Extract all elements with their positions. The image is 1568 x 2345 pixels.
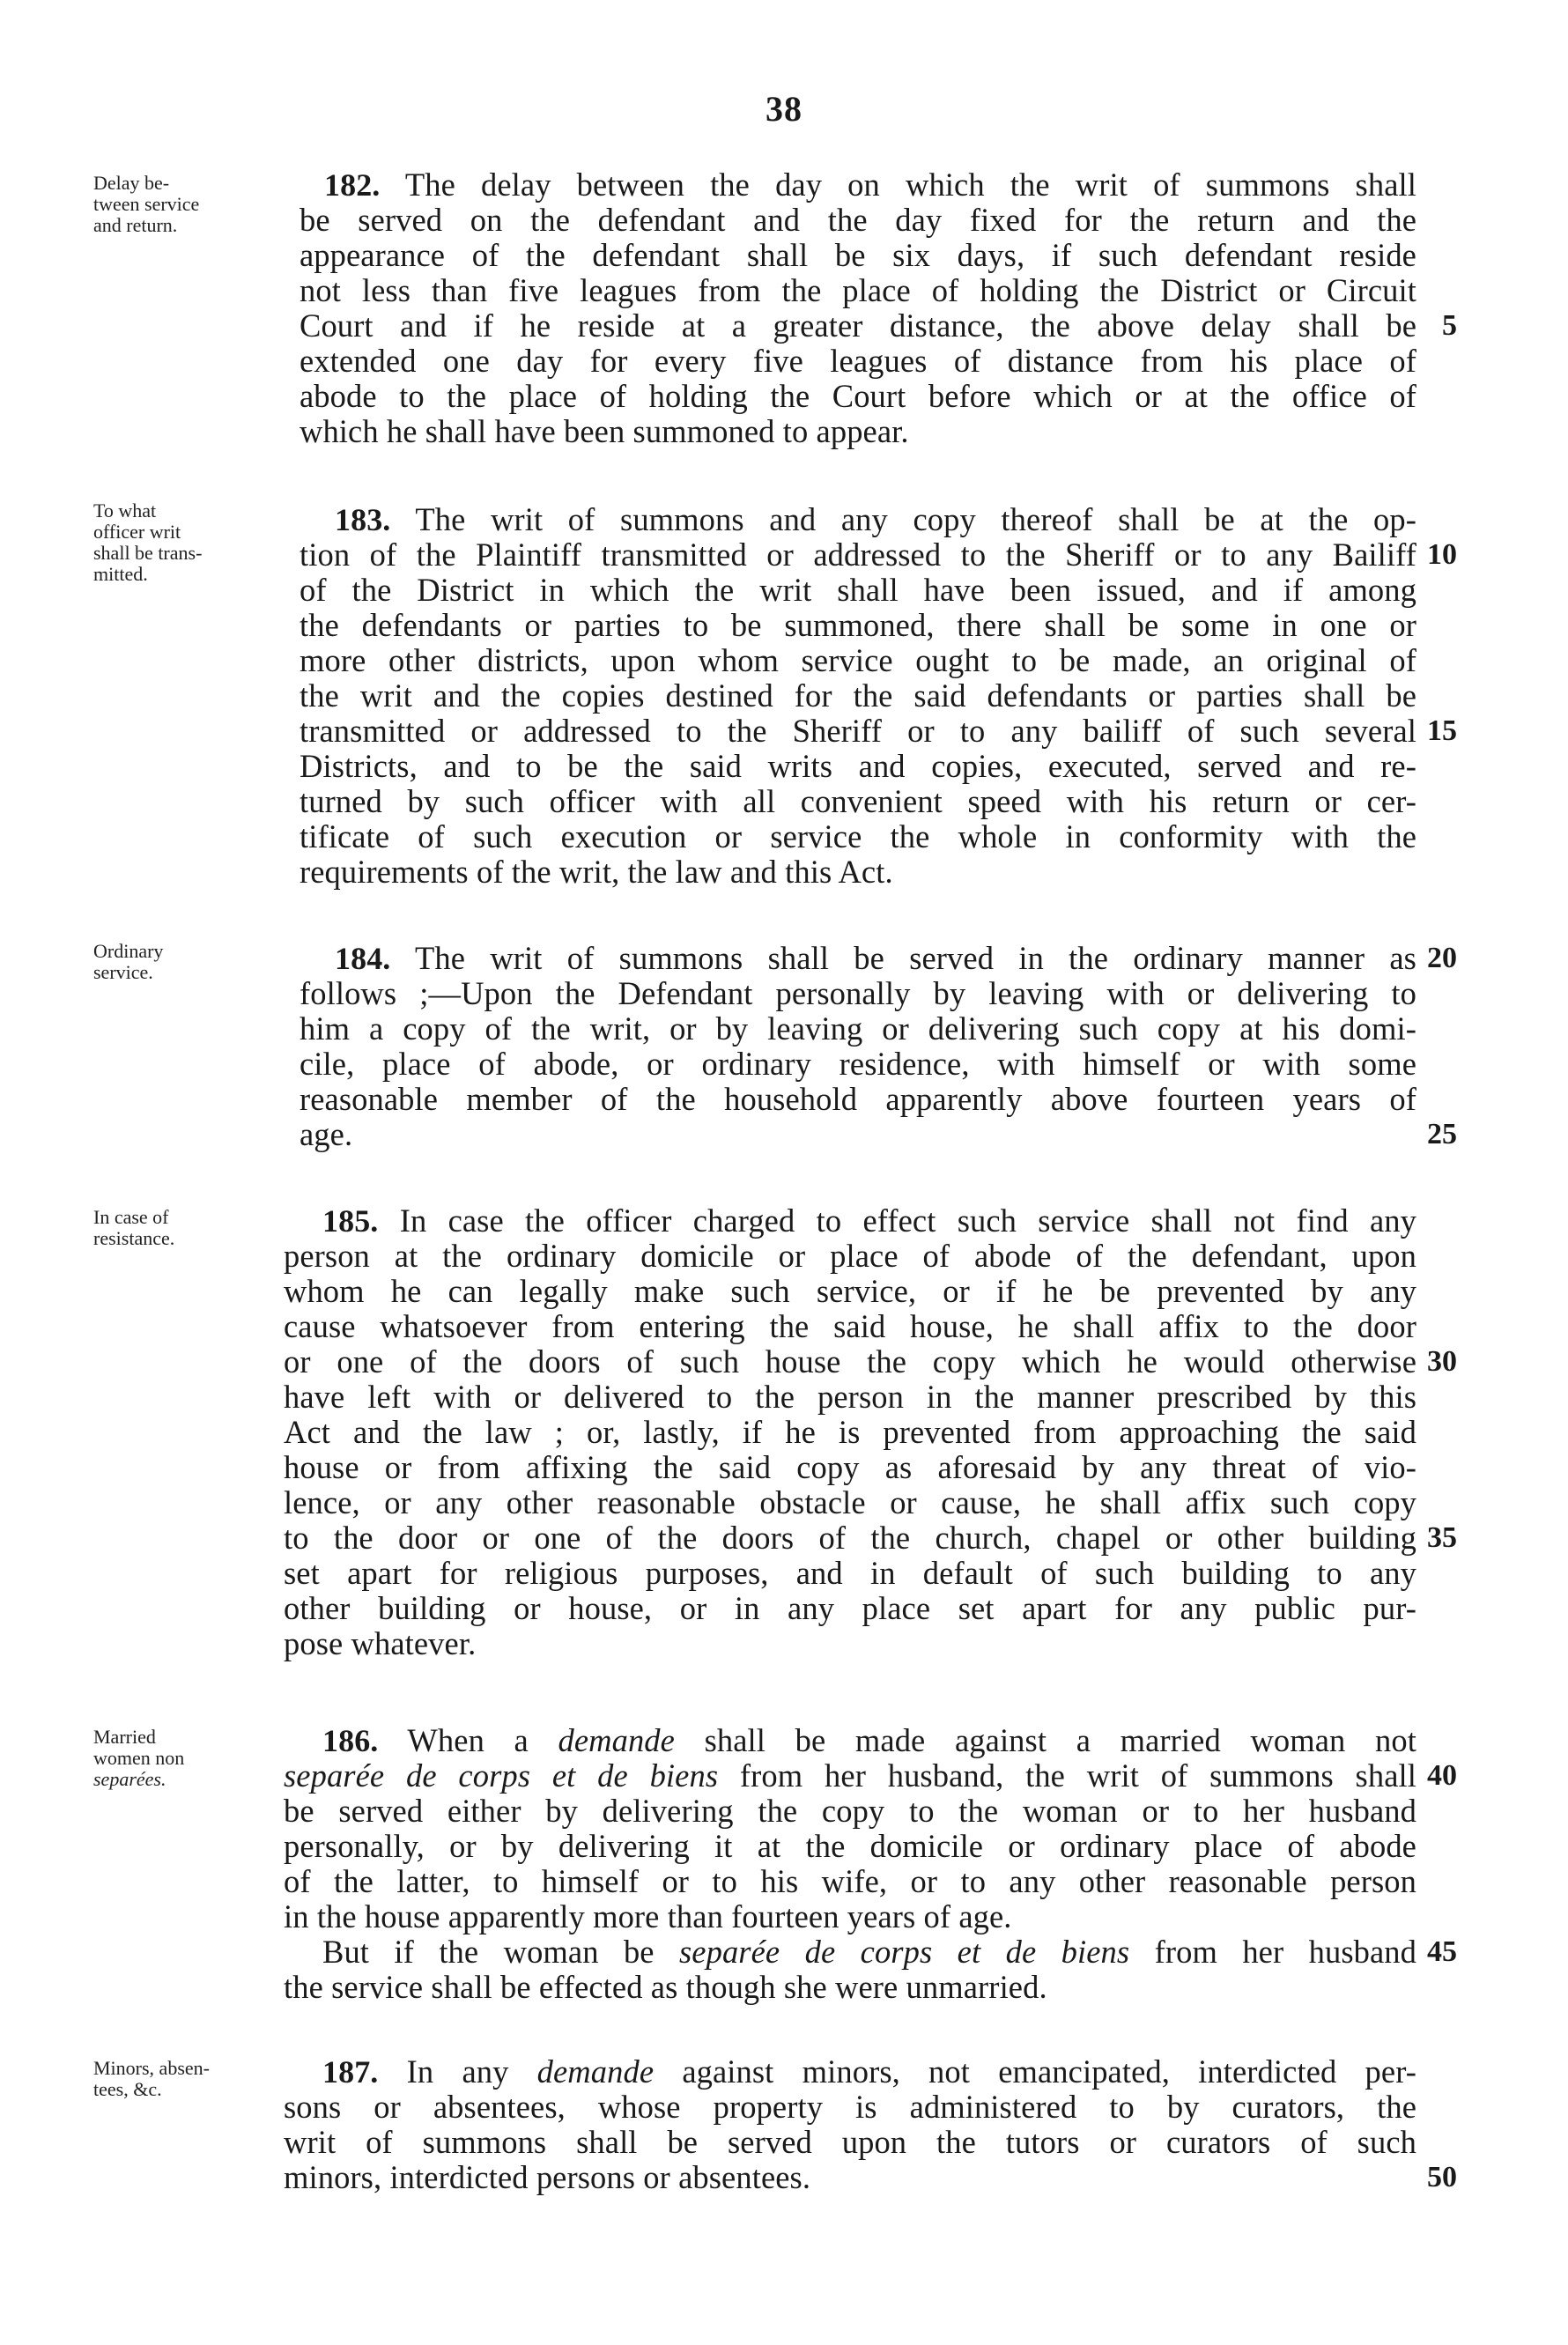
margin-note-line: women non [93, 1747, 185, 1769]
paragraph-line: pose whatever. [284, 1625, 477, 1661]
paragraph-line: lence, or any other reasonable obstacle or cause, he shall affix such copy [284, 1484, 1416, 1520]
margin-note-185 [93, 1207, 270, 1249]
paragraph-line: age. [300, 1116, 353, 1152]
paragraph-line: 184. The writ of summons shall be served in the ordinary manner as [335, 940, 1416, 976]
paragraph-line: But if the woman be separée de corps et de biens from her husband [322, 1934, 1416, 1970]
line-number: 25 [1427, 1118, 1457, 1150]
paragraph-line: sons or absentees, whose property is administered to by curators, the [284, 2089, 1416, 2125]
line-number: 50 [1427, 2161, 1457, 2193]
line-number: 45 [1427, 1935, 1457, 1968]
section-number: 184. [335, 941, 391, 976]
paragraph-line: 187. In any demande against minors, not emancipated, interdicted per- [322, 2053, 1416, 2090]
paragraph-line: set apart for religious purposes, and in default of such building to any [284, 1555, 1416, 1591]
paragraph-line: turned by such officer with all convenient speed with his return or cer- [300, 783, 1416, 819]
margin-note-line: resistance. [93, 1227, 175, 1249]
margin-note-line: Married [93, 1726, 156, 1748]
paragraph-line: tion of the Plaintiff transmitted or addressed to the Sheriff or to any Bailiff [300, 536, 1416, 573]
paragraph-line: tificate of such execution or service the whole in conformity with the [300, 818, 1416, 854]
line-number: 40 [1427, 1759, 1457, 1792]
paragraph-line: 182. The delay between the day on which the writ of summons shall [324, 166, 1416, 203]
line-number: 15 [1427, 714, 1457, 747]
paragraph-line: transmitted or addressed to the Sheriff or to any bailiff of such several [300, 713, 1416, 749]
paragraph-line: Act and the law ; or, lastly, if he is prevented from approaching the said [284, 1414, 1416, 1450]
section-number: 183. [335, 502, 391, 537]
paragraph-line: 186. When a demande shall be made against a married woman not [322, 1722, 1416, 1758]
line-number: 35 [1427, 1521, 1457, 1554]
margin-note-line: separées. [93, 1768, 166, 1790]
section-number: 185. [322, 1203, 379, 1239]
paragraph-line: whom he can legally make such service, or if he be prevented by any [284, 1273, 1416, 1309]
line-number: 20 [1427, 942, 1457, 974]
paragraph-line: follows ;—Upon the Defendant personally by leaving with or delivering to [300, 975, 1416, 1011]
paragraph-line: the writ and the copies destined for the said defendants or parties shall be [300, 677, 1416, 714]
paragraph-line: or one of the doors of such house the copy which he would otherwise [284, 1343, 1416, 1380]
paragraph-line: which he shall have been summoned to appear. [300, 413, 909, 449]
paragraph-line: 185. In case the officer charged to effect such service shall not find any [322, 1202, 1416, 1239]
paragraph-line: separée de corps et de biens from her husband, the writ of summons shall [284, 1757, 1416, 1794]
paragraph-line: have left with or delivered to the person in the manner prescribed by this [284, 1379, 1416, 1415]
margin-note-line: tween service [93, 193, 200, 215]
section-number: 187. [322, 2054, 379, 2090]
paragraph-line: minors, interdicted persons or absentees. [284, 2159, 811, 2195]
paragraph-line: be served either by delivering the copy to the woman or to her husband [284, 1793, 1416, 1829]
margin-note-line: In case of [93, 1206, 169, 1228]
margin-note-line: officer writ [93, 521, 181, 543]
section-number: 186. [322, 1723, 379, 1758]
margin-note-182 [93, 173, 270, 236]
margin-note-line: mitted. [93, 563, 148, 585]
paragraph-line: the defendants or parties to be summoned, there shall be some in one or [300, 607, 1416, 643]
line-number: 30 [1427, 1345, 1457, 1378]
paragraph-line: person at the ordinary domicile or place of abode of the defendant, upon [284, 1238, 1416, 1274]
paragraph-line: abode to the place of holding the Court before which or at the office of [300, 378, 1416, 414]
paragraph-line: personally, or by delivering it at the domicile or ordinary place of abode [284, 1828, 1416, 1864]
margin-note-line: service. [93, 961, 153, 983]
paragraph-line: to the door or one of the doors of the church, chapel or other building [284, 1520, 1416, 1556]
line-number: 5 [1442, 309, 1457, 342]
paragraph-line: of the latter, to himself or to his wife, or to any other reasonable person [284, 1863, 1416, 1899]
paragraph-line: be served on the defendant and the day fixed for the return and the [300, 202, 1416, 238]
margin-note-184 [93, 941, 270, 983]
paragraph-line: Court and if he reside at a greater distance, the above delay shall be [300, 307, 1416, 344]
paragraph-line: cause whatsoever from entering the said house, he shall affix to the door [284, 1308, 1416, 1344]
margin-note-line: shall be trans- [93, 542, 203, 564]
paragraph-line: appearance of the defendant shall be six days, if such defendant reside [300, 237, 1416, 273]
margin-note-183 [93, 500, 270, 585]
margin-note-line: tees, &c. [93, 2078, 162, 2100]
margin-note-line: Minors, absen- [93, 2057, 210, 2079]
paragraph-line: of the District in which the writ shall have been issued, and if among [300, 572, 1416, 608]
page-number: 38 [766, 89, 802, 129]
margin-note-line: and return. [93, 214, 178, 236]
paragraph-line: reasonable member of the household apparently above fourteen years of [300, 1081, 1416, 1117]
line-number: 10 [1427, 538, 1457, 571]
paragraph-line: in the house apparently more than fourteen years of age. [284, 1898, 1012, 1934]
paragraph-line: the service shall be effected as though she were unmarried. [284, 1969, 1047, 2005]
paragraph-line: not less than five leagues from the place of holding the District or Circuit [300, 272, 1416, 308]
paragraph-line: extended one day for every five leagues of distance from his place of [300, 343, 1416, 379]
section-number: 182. [324, 167, 381, 203]
paragraph-line: more other districts, upon whom service ought to be made, an original of [300, 642, 1416, 678]
paragraph-line: 183. The writ of summons and any copy thereof shall be at the op- [335, 501, 1416, 537]
paragraph-line: him a copy of the writ, or by leaving or delivering such copy at his domi- [300, 1010, 1416, 1047]
margin-note-line: Delay be- [93, 172, 170, 194]
paragraph-line: other building or house, or in any place set apart for any public pur- [284, 1590, 1416, 1626]
paragraph-line: cile, place of abode, or ordinary residence, with himself or with some [300, 1046, 1416, 1082]
paragraph-line: writ of summons shall be served upon the tutors or curators of such [284, 2124, 1416, 2160]
margin-note-line: Ordinary [93, 940, 164, 962]
margin-note-line: To what [93, 499, 157, 522]
paragraph-line: Districts, and to be the said writs and copies, executed, served and re- [300, 748, 1416, 784]
paragraph-line: house or from affixing the said copy as aforesaid by any threat of vio- [284, 1449, 1416, 1485]
margin-note-186 [93, 1727, 270, 1790]
margin-note-187 [93, 2058, 270, 2100]
paragraph-line: requirements of the writ, the law and this Act. [300, 854, 893, 890]
